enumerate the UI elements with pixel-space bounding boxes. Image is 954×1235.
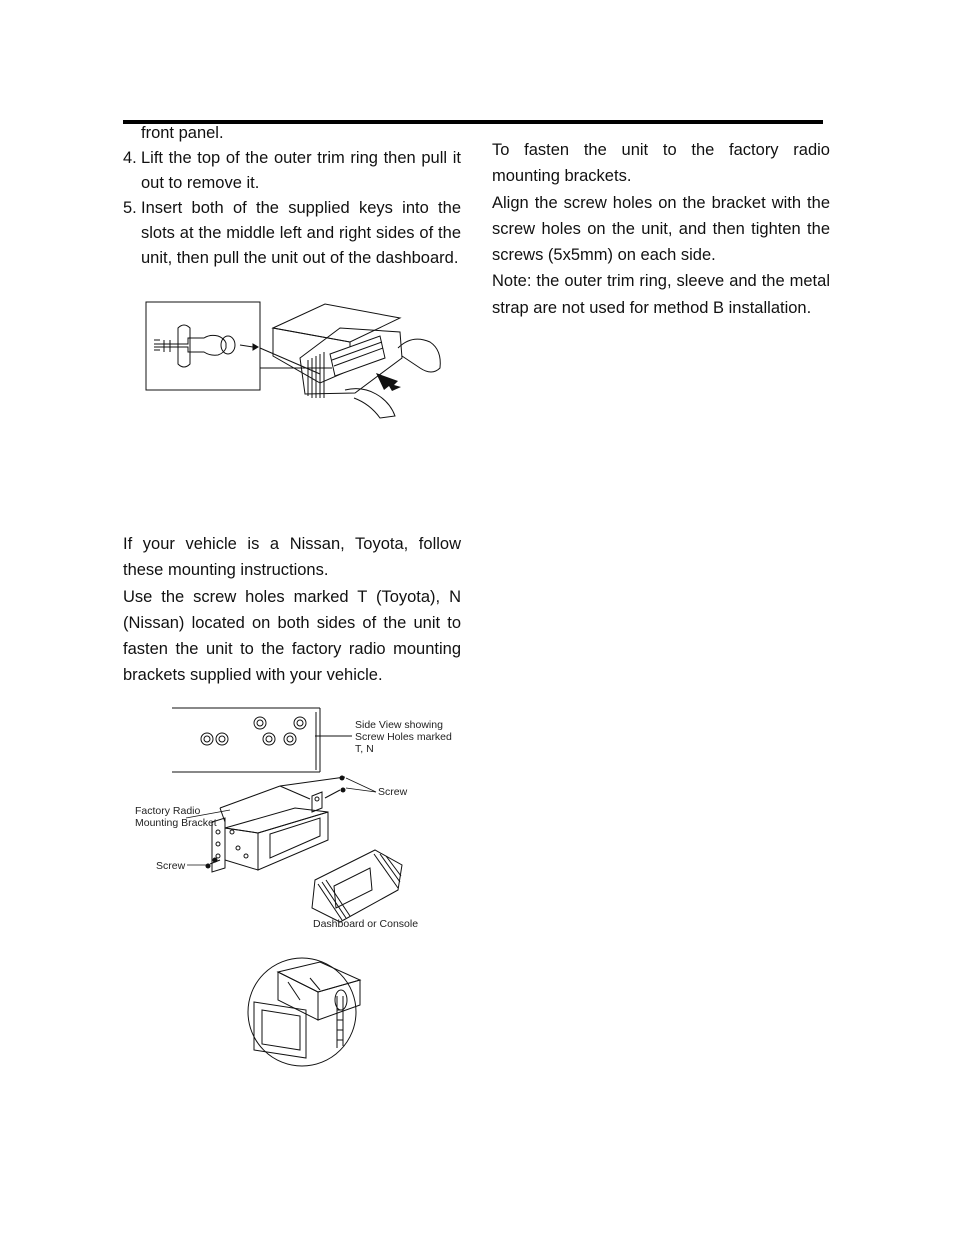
- side-view-label-2: Screw Holes marked: [355, 731, 452, 743]
- dashboard-bracket: [312, 850, 402, 922]
- screw-icon: [341, 788, 346, 793]
- removal-illustration: [140, 298, 445, 423]
- side-view-label-3: T, N: [355, 743, 374, 755]
- screw-label-right: Screw: [378, 786, 408, 798]
- mounting-diagram: [130, 700, 470, 1070]
- note-paragraph: Note: the outer trim ring, sleeve and the metal strap are not used for method B installation.: [492, 272, 830, 317]
- step-number: 5.: [123, 199, 137, 217]
- instruction-paragraph: Use the screw holes marked T (Toyota), N (Nissan) located on both sides of the unit to fasten the unit to the factory radio mounting brackets supplied with your vehicle.: [123, 587, 461, 685]
- unit-drawing: [273, 304, 440, 418]
- detail-circle: [248, 958, 360, 1066]
- method-b-text: [492, 137, 830, 321]
- intro-paragraph: If your vehicle is a Nissan, Toyota, follow these mounting instructions.: [123, 535, 461, 580]
- screw-icon: [213, 858, 218, 863]
- step-5: [123, 196, 461, 271]
- nissan-toyota-text: [123, 531, 461, 689]
- side-view-label-1: Side View showing: [355, 719, 443, 731]
- bracket-label-2: Mounting Bracket: [135, 817, 217, 829]
- key-inset: [146, 302, 332, 390]
- step-text: Lift the top of the outer trim ring then pull it out to remove it.: [141, 149, 461, 192]
- side-view-panel: [172, 708, 352, 772]
- header-rule: [123, 120, 823, 124]
- continuation-text: front panel.: [141, 124, 224, 142]
- screw-icon: [206, 864, 211, 869]
- step-text: Insert both of the supplied keys into the slots at the middle left and right sides of the unit, then pull the unit out of the dashboard.: [141, 199, 461, 267]
- pull-arrow-icon: [376, 373, 401, 391]
- step-number: 4.: [123, 149, 137, 167]
- step-4: [123, 146, 461, 196]
- screw-label-left: Screw: [156, 860, 186, 872]
- bracket-label-1: Factory Radio: [135, 805, 201, 817]
- align-paragraph: Align the screw holes on the bracket with the screw holes on the unit, and then tighten the screws (5x5mm) on each side.: [492, 193, 830, 265]
- dashboard-label: Dashboard or Console: [313, 918, 419, 930]
- unit-exploded-view: [210, 777, 345, 872]
- fasten-paragraph: To fasten the unit to the factory radio mounting brackets.: [492, 141, 830, 186]
- screw-icon: [340, 776, 345, 781]
- removal-steps: [123, 146, 461, 271]
